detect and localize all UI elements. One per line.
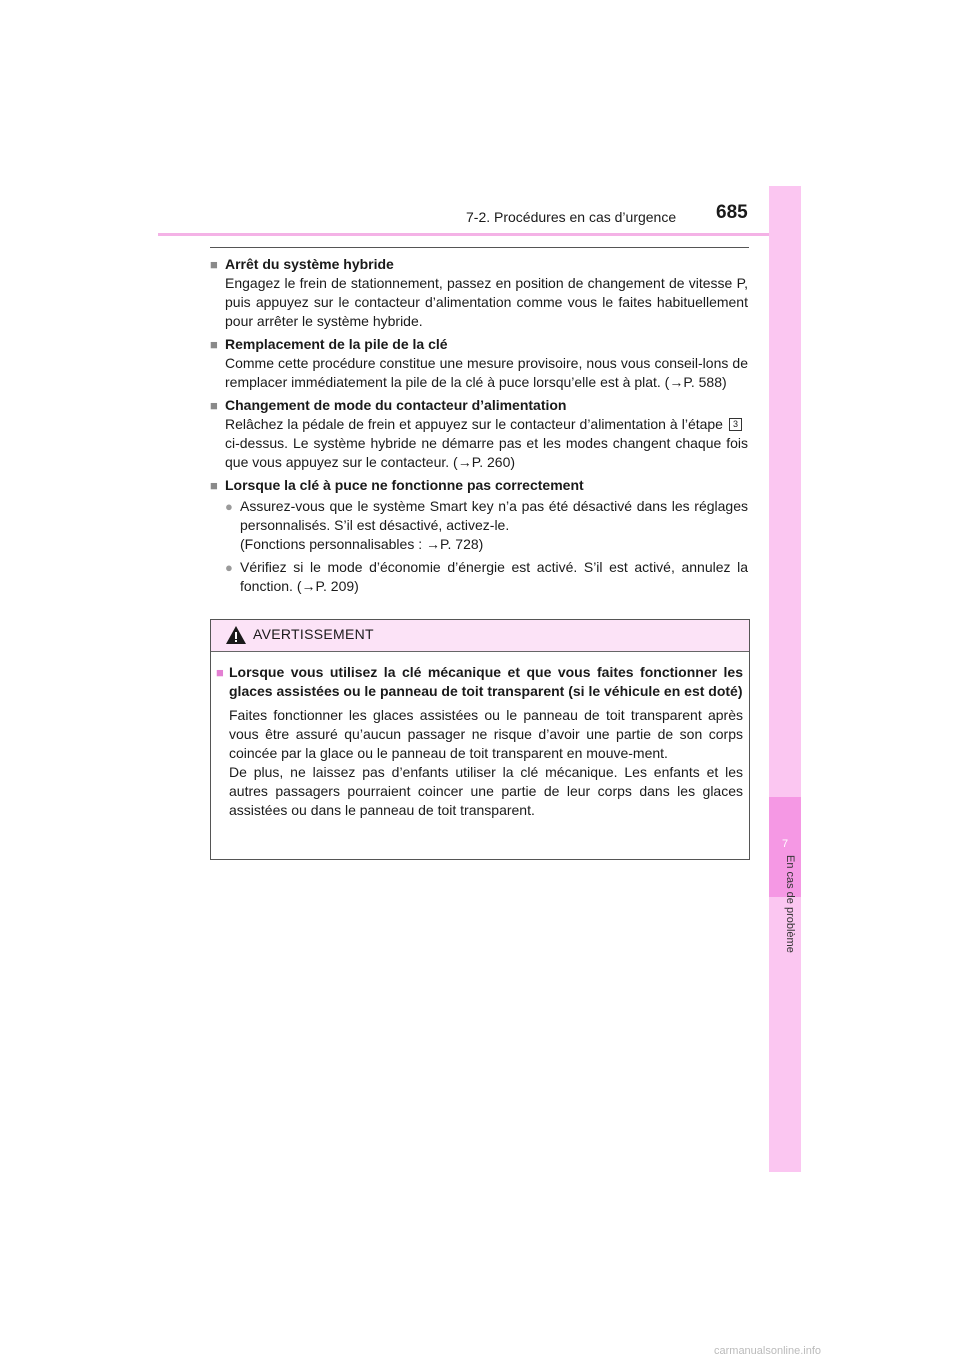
square-bullet-icon: ■ xyxy=(210,337,218,352)
warning-label: AVERTISSEMENT xyxy=(253,626,374,642)
warning-title: ■ Lorsque vous utilisez la clé mécanique et que vous faites fonctionner les glaces assistées ou le panneau de toit transparent (si le véhicule en est doté) xyxy=(216,664,743,699)
step-badge: 3 xyxy=(729,418,742,431)
square-bullet-icon: ■ xyxy=(210,478,218,493)
watermark: carmanualsonline.info xyxy=(714,1345,822,1357)
section-body: Relâchez la pédale de frein et appuyez sur le contacteur d’alimentation à l’étape 3ci-dessus. Le système hybride ne démarre pas et les modes changent chaque fois que vous appuyez sur le contacteur. (→P. 260) xyxy=(225,416,748,470)
header-section-title: 7-2. Procédures en cas d’urgence xyxy=(466,209,677,225)
list-item: ● Assurez-vous que le système Smart key n’a pas été désactivé dans les réglages personnalisés. S’il est désactivé, activez-le. (Fonctions personnalisables : →P. 728) xyxy=(225,498,748,552)
section-body: Engagez le frein de stationnement, passez en position de changement de vitesse P, puis appuyez sur le contacteur d’alimentation comme vous le faites habituellement pour arrêter le système hybride. xyxy=(225,275,748,329)
section-body: Comme cette procédure constitue une mesure provisoire, nous vous conseil-lons de remplacer immédiatement la pile de la clé à puce lorsqu’elle est à plat. (→P. 588) xyxy=(225,355,748,390)
square-bullet-icon: ■ xyxy=(216,665,224,680)
section-battery-replace xyxy=(210,335,748,392)
section-hybrid-stop xyxy=(210,255,748,331)
list-item: ● Vérifiez si le mode d’économie d’énergie est activé. S’il est activé, annulez la fonction. (→P. 209) xyxy=(225,559,748,594)
circle-bullet-icon: ● xyxy=(225,499,233,514)
circle-bullet-icon: ● xyxy=(225,560,233,575)
section-title: ■ Changement de mode du contacteur d’alimentation xyxy=(210,397,567,413)
warning-box xyxy=(210,619,750,860)
warning-content xyxy=(211,652,749,820)
chapter-number: 7 xyxy=(781,838,789,850)
warning-header xyxy=(211,620,749,652)
section-key-malfunction xyxy=(210,476,748,596)
section-power-mode xyxy=(210,396,748,472)
warning-body: Faites fonctionner les glaces assistées ou le panneau de toit transparent après vous être assuré qu’aucun passager ne risque d’avoir une partie de son corps coincée par la glace ou le panneau de toit transparent en mouve-ment. De plus, ne laissez pas d’enfants utiliser la clé mécanique. Les enfants et les autres passagers pourraient coincer une partie de leur corps dans les glaces assistées ou dans le panneau de toit transparent. xyxy=(229,707,743,818)
chapter-side-tab[interactable] xyxy=(769,186,801,1172)
section-title: ■ Remplacement de la pile de la clé xyxy=(210,336,448,352)
page-number: 685 xyxy=(716,202,748,223)
content-body xyxy=(210,255,748,600)
header-rule xyxy=(158,233,800,236)
chapter-label: En cas de problème xyxy=(784,855,796,953)
content-top-rule xyxy=(210,247,749,248)
warning-triangle-icon xyxy=(225,625,247,645)
section-title: ■ Arrêt du système hybride xyxy=(210,256,394,272)
square-bullet-icon: ■ xyxy=(210,257,218,272)
section-title: ■ Lorsque la clé à puce ne fonctionne pas correctement xyxy=(210,477,584,493)
square-bullet-icon: ■ xyxy=(210,398,218,413)
